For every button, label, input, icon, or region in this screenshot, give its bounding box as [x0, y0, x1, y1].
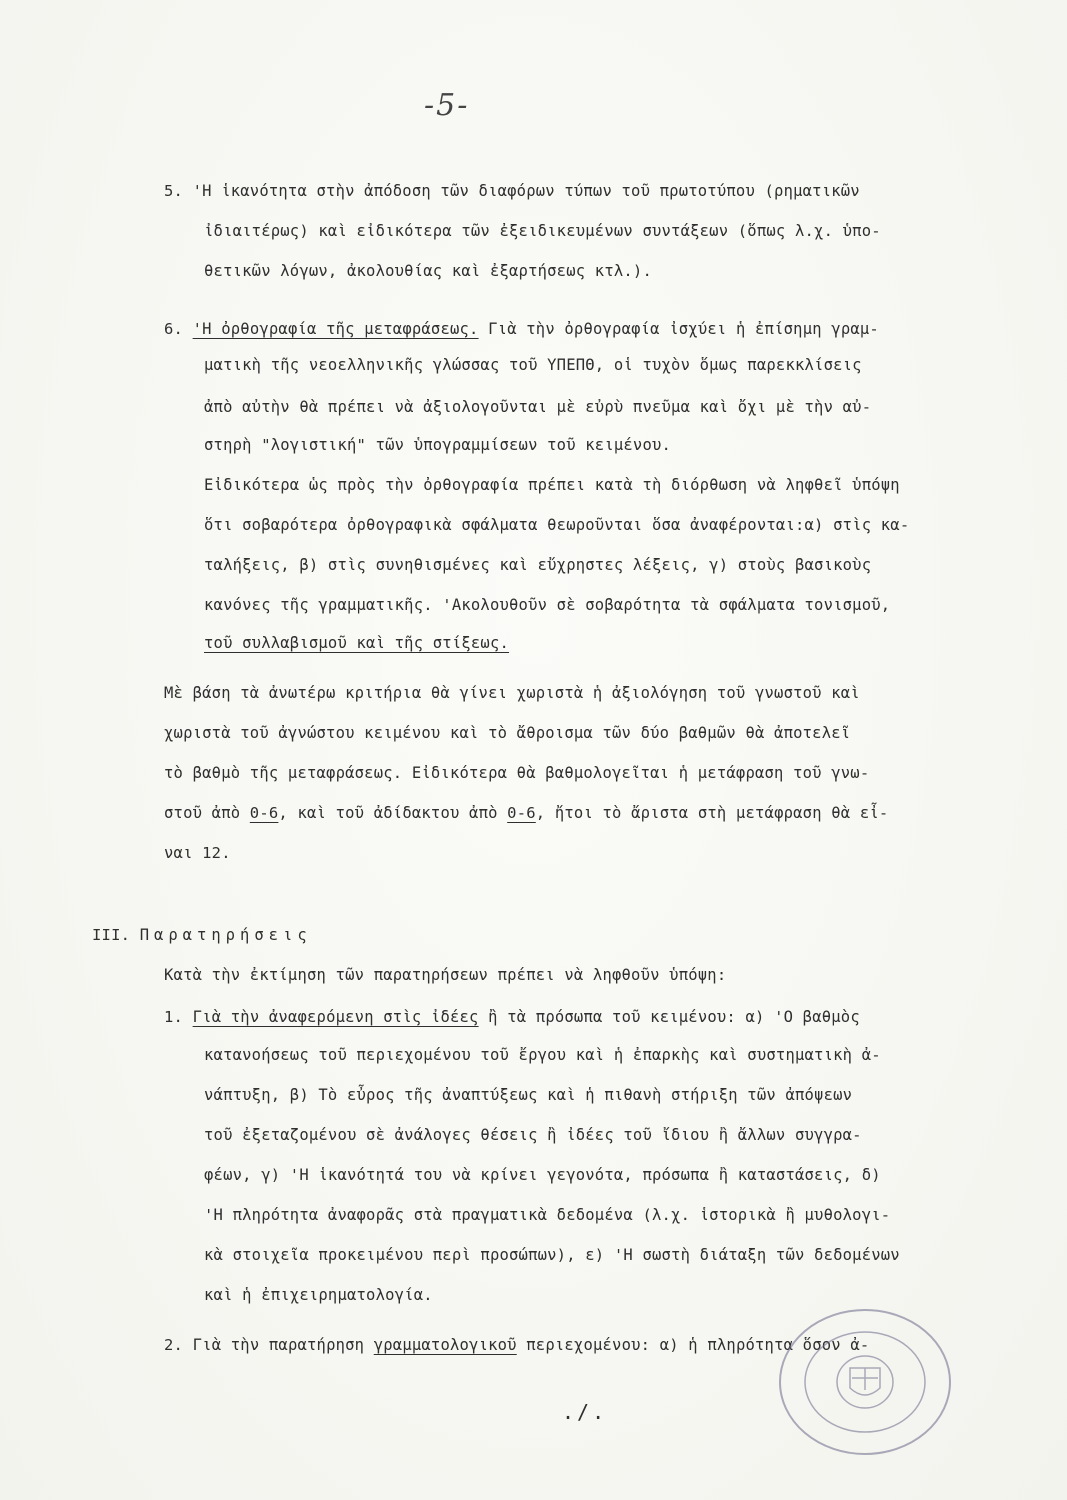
summary-line4-c: , ἤτοι τὸ ἄριστα στὴ μετάφραση θὰ εἶ-: [535, 804, 889, 822]
section3-heading: [92, 926, 312, 944]
item6-line7: ταλήξεις, β) στὶς συνηθισμένες καὶ εὔχρηστες λέξεις, γ) στοὺς βασικοὺς: [204, 556, 872, 574]
s3-item1-line1-rest: ἢ τὰ πρόσωπα τοῦ κειμένου: α) 'Ο βαθμὸς: [478, 1008, 860, 1026]
s3-item1-line6: 'Η πληρότητα ἀναφορᾶς στὰ πραγματικὰ δεδομένα (λ.χ. ἱστορικὰ ἢ μυθολογι-: [204, 1206, 891, 1224]
s3-item1-heading: Γιὰ τὴν ἀναφερόμενη στὶς ἰδέες: [192, 1008, 479, 1026]
item6-line1-rest: Γιὰ τὴν ὀρθογραφία ἰσχύει ἡ ἐπίσημη γραμ-: [488, 320, 879, 338]
summary-line4: [164, 804, 888, 822]
grade-range-known: 0-6: [249, 804, 279, 822]
s3-item1-line8: καὶ ἡ ἐπιχειρηματολογία.: [204, 1286, 433, 1304]
s3-item2-line1: [164, 1336, 869, 1354]
summary-line5: ναι 12.: [164, 844, 231, 862]
item6-line6: ὅτι σοβαρότερα ὀρθογραφικὰ σφάλματα θεωροῦνται ὅσα ἀναφέρονται:α) στὶς κα-: [204, 516, 910, 534]
s3-item2-text-b: περιεχομένου: α) ἡ πληρότητα ὅσον ἀ-: [516, 1336, 870, 1354]
section3-title: Παρατηρήσεις: [139, 926, 312, 944]
grade-range-unseen: 0-6: [507, 804, 536, 822]
s3-item2-number: 2.: [164, 1336, 184, 1354]
s3-item2-underlined: γραμματολογικοῦ: [373, 1336, 517, 1354]
item5-line2: ἰδιαιτέρως) καὶ εἰδικότερα τῶν ἐξειδικευμένων συντάξεων (ὅπως λ.χ. ὑπο-: [204, 222, 881, 240]
section3-number: III.: [92, 926, 131, 944]
s3-item1-line4: τοῦ ἐξεταζομένου σὲ ἀνάλογες θέσεις ἢ ἰδέες τοῦ ἴδιου ἢ ἄλλων συγγρα-: [204, 1126, 862, 1144]
item6-line5: Εἰδικότερα ὡς πρὸς τὴν ὀρθογραφία πρέπει κατὰ τὴ διόρθωση νὰ ληφθεῖ ὑπόψη: [204, 476, 900, 494]
summary-line4-a: στοῦ ἀπὸ: [164, 804, 250, 822]
item5-line3: θετικῶν λόγων, ἀκολουθίας καὶ ἐξαρτήσεως κτλ.).: [204, 262, 652, 280]
s3-item1-line7: κὰ στοιχεῖα προκειμένου περὶ προσώπων), ε) 'Η σωστὴ διάταξη τῶν δεδομένων: [204, 1246, 900, 1264]
continuation-mark: ./.: [562, 1400, 608, 1424]
item6-line9: τοῦ συλλαβισμοῦ καὶ τῆς στίξεως.: [204, 634, 510, 652]
item6-heading: 'Η ὀρθογραφία τῆς μεταφράσεως.: [192, 320, 479, 338]
s3-item1-line5: φέων, γ) 'Η ἱκανότητά του νὰ κρίνει γεγονότα, πρόσωπα ἢ καταστάσεις, δ): [204, 1166, 881, 1184]
summary-line4-b: , καὶ τοῦ ἀδίδακτου ἀπὸ: [278, 804, 508, 822]
section3-intro: Κατὰ τὴν ἐκτίμηση τῶν παρατηρήσεων πρέπει νὰ ληφθοῦν ὑπόψη:: [164, 966, 727, 984]
s3-item2-text-a: Γιὰ τὴν παρατήρηση: [192, 1336, 374, 1354]
summary-line2: χωριστὰ τοῦ ἀγνώστου κειμένου καὶ τὸ ἄθροισμα τῶν δύο βαθμῶν θὰ ἀποτελεῖ: [164, 724, 851, 742]
s3-item1-line2: κατανοήσεως τοῦ περιεχομένου τοῦ ἔργου καὶ ἡ ἐπαρκὴς καὶ συστηματικὴ ἀ-: [204, 1046, 881, 1064]
item6-line4: στηρὴ "λογιστική" τῶν ὑπογραμμίσεων τοῦ κειμένου.: [204, 436, 672, 454]
page-number: -5-: [424, 88, 470, 123]
summary-line1: Μὲ βάση τὰ ἀνωτέρω κριτήρια θὰ γίνει χωριστὰ ἡ ἀξιολόγηση τοῦ γνωστοῦ καὶ: [164, 684, 860, 702]
item6-number: 6.: [164, 320, 184, 338]
s3-item1-line1: [164, 1008, 860, 1026]
s3-item1-line3: νάπτυξη, β) Τὸ εὖρος τῆς ἀναπτύξεως καὶ ἡ πιθανὴ στήριξη τῶν ἀπόψεων: [204, 1086, 853, 1104]
official-seal-icon: [770, 1302, 960, 1462]
item6-line3: ἀπὸ αὐτὴν θὰ πρέπει νὰ ἀξιολογοῦνται μὲ εὐρὺ πνεῦμα καὶ ὄχι μὲ τὴν αὐ-: [204, 398, 872, 416]
item6-line1: [164, 320, 879, 338]
item6-line8: κανόνες τῆς γραμματικῆς. 'Ακολουθοῦν σὲ σοβαρότητα τὰ σφάλματα τονισμοῦ,: [204, 596, 891, 614]
item5-line1: 5. 'Η ἱκανότητα στὴν ἀπόδοση τῶν διαφόρων τύπων τοῦ πρωτοτύπου (ρηματικῶν: [164, 182, 860, 200]
item6-line2: ματικὴ τῆς νεοελληνικῆς γλώσσας τοῦ ΥΠΕΠΘ, οἱ τυχὸν ὅμως παρεκκλίσεις: [204, 356, 862, 374]
summary-line3: τὸ βαθμὸ τῆς μεταφράσεως. Εἰδικότερα θὰ βαθμολογεῖται ἡ μετάφραση τοῦ γνω-: [164, 764, 870, 782]
s3-item1-number: 1.: [164, 1008, 184, 1026]
